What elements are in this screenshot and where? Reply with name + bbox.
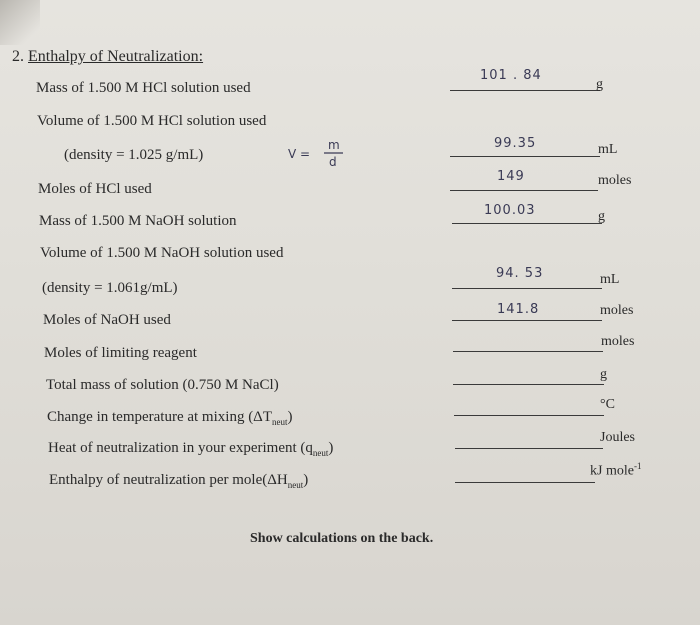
moles-hcl-value: 149 [497, 169, 525, 184]
vol-naoh-blank [452, 288, 602, 289]
vol-hcl-density: (density = 1.025 g/mL) [64, 147, 204, 163]
mass-hcl-blank [450, 90, 600, 91]
formula-denominator: d [329, 155, 337, 169]
formula-numerator: m [328, 138, 340, 152]
moles-hcl-blank [450, 190, 598, 191]
vol-hcl-value: 99.35 [494, 136, 537, 151]
mass-hcl-value: 101 . 84 [480, 68, 542, 83]
vol-hcl-label: Volume of 1.500 M HCl solution used [37, 113, 267, 129]
section-title: Enthalpy of Neutralization: [28, 48, 204, 65]
vol-naoh-value: 94. 53 [496, 266, 544, 281]
total-mass-unit: g [600, 367, 607, 382]
mass-hcl-label: Mass of 1.500 M HCl solution used [36, 80, 251, 96]
moles-hcl-label: Moles of HCl used [38, 181, 152, 197]
heat-blank [455, 448, 603, 449]
density-formula [288, 136, 368, 170]
mass-naoh-value: 100.03 [484, 203, 536, 218]
enthalpy-unit: kJ mole$^{-1}$ [590, 461, 642, 479]
heat-label: Heat of neutralization in your experiment $(q_{neut})$ [48, 440, 334, 458]
vol-hcl-blank [450, 156, 600, 157]
enthalpy-label: Enthalpy of neutralization per $mole(\Delta H_{neut})$ [49, 472, 309, 490]
moles-limiting-label: Moles of limiting reagent [44, 345, 197, 361]
mass-naoh-label: Mass of 1.500 M NaOH solution [39, 213, 237, 229]
vol-naoh-density: (density = 1.061g/mL) [42, 280, 178, 296]
total-mass-blank [453, 384, 604, 385]
moles-naoh-unit: moles [600, 303, 634, 318]
mass-hcl-unit: g [596, 77, 603, 92]
section-heading [12, 48, 203, 66]
vol-naoh-label: Volume of 1.500 M NaOH solution used [40, 245, 284, 261]
page-shadow [0, 0, 40, 45]
moles-naoh-blank [452, 320, 602, 321]
formula-lhs: V = [288, 147, 311, 161]
moles-limiting-blank [453, 351, 603, 352]
section-number: 2. [12, 48, 24, 65]
delta-t-blank [454, 415, 604, 416]
footer-note: Show calculations on the back. [250, 531, 434, 546]
heat-unit: Joules [600, 430, 635, 445]
moles-hcl-unit: moles [598, 173, 632, 188]
mass-naoh-unit: g [598, 209, 605, 224]
delta-t-unit: °C [600, 397, 615, 412]
enthalpy-blank [455, 482, 595, 483]
total-mass-label: Total mass of solution (0.750 M NaCl) [46, 377, 279, 393]
moles-naoh-value: 141.8 [497, 302, 540, 317]
vol-naoh-unit: mL [600, 272, 620, 287]
vol-hcl-unit: mL [598, 142, 618, 157]
moles-limiting-unit: moles [601, 334, 635, 349]
delta-t-label: Change in temperature at mixing $(\Delta T_{neut})$ [47, 409, 293, 427]
moles-naoh-label: Moles of NaOH used [43, 312, 171, 328]
mass-naoh-blank [452, 223, 602, 224]
